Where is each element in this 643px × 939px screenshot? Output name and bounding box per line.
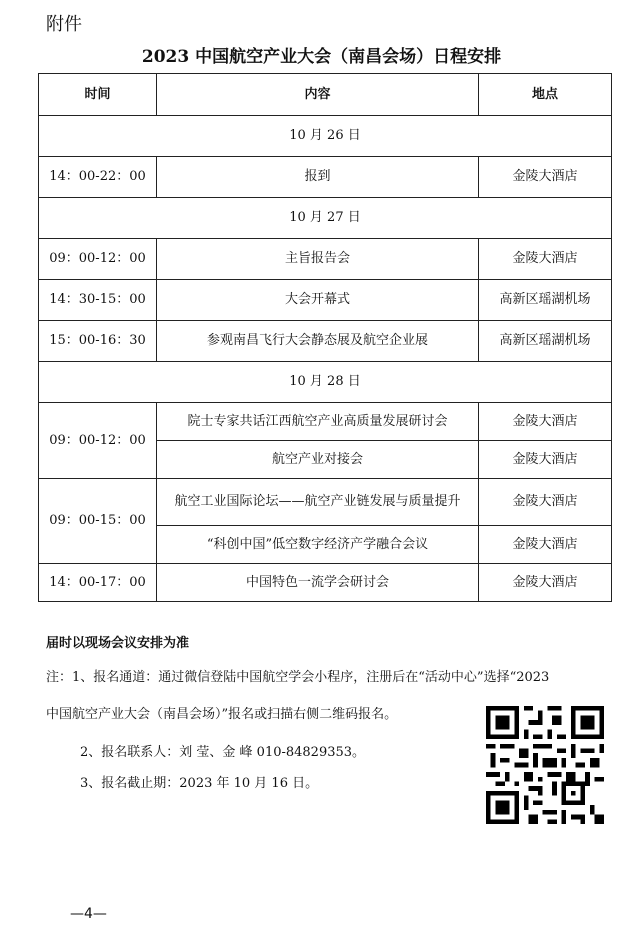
- time-cell: 14：30-15：00: [39, 280, 157, 321]
- content-cell: 航空产业对接会: [157, 441, 479, 479]
- header-content: 内容: [157, 74, 479, 116]
- content-cell: 主旨报告会: [157, 239, 479, 280]
- table-row: [39, 564, 612, 602]
- final-arrangement-note: 届时以现场会议安排为准: [46, 636, 190, 651]
- content-cell: 参观南昌飞行大会静态展及航空企业展: [157, 321, 479, 362]
- place-cell: 金陵大酒店: [479, 441, 612, 479]
- note-line-3: 2、报名联系人：刘 莹、金 峰 010-84829353。: [80, 745, 366, 760]
- note-line-2: 中国航空产业大会（南昌会场）”报名或扫描右侧二维码报名。: [46, 707, 398, 722]
- time-cell: 14：00-17：00: [39, 564, 157, 602]
- note-line-4: 3、报名截止期：2023 年 10 月 16 日。: [80, 776, 319, 791]
- table-header-row: [39, 74, 612, 116]
- place-cell: 金陵大酒店: [479, 157, 612, 198]
- document-title: 2023 中国航空产业大会（南昌会场）日程安排: [141, 47, 502, 67]
- content-cell: 院士专家共话江西航空产业高质量发展研讨会: [157, 403, 479, 441]
- place-cell: 金陵大酒店: [479, 526, 612, 564]
- time-cell: 09：00-12：00: [39, 403, 157, 479]
- time-cell: 15：00-16：30: [39, 321, 157, 362]
- schedule-table: [38, 73, 612, 602]
- content-cell: 中国特色一流学会研讨会: [157, 564, 479, 602]
- content-cell: 大会开幕式: [157, 280, 479, 321]
- date-cell: 10 月 28 日: [39, 362, 612, 403]
- place-cell: 金陵大酒店: [479, 239, 612, 280]
- date-cell: 10 月 27 日: [39, 198, 612, 239]
- date-row: [39, 362, 612, 403]
- table-row: [39, 280, 612, 321]
- table-row: [39, 403, 612, 441]
- time-cell: 09：00-12：00: [39, 239, 157, 280]
- place-cell: 金陵大酒店: [479, 479, 612, 526]
- place-cell: 金陵大酒店: [479, 564, 612, 602]
- note-line-1: 注：1、报名通道：通过微信登陆中国航空学会小程序，注册后在“活动中心”选择“2023: [46, 670, 550, 685]
- time-cell: 09：00-15：00: [39, 479, 157, 564]
- header-place: 地点: [479, 74, 612, 116]
- page-number: —4—: [70, 906, 107, 922]
- table-row: [39, 157, 612, 198]
- place-cell: 金陵大酒店: [479, 403, 612, 441]
- registration-qr-code[interactable]: [486, 706, 604, 824]
- table-row: [39, 479, 612, 526]
- content-cell: “科创中国”低空数字经济产学融合会议: [157, 526, 479, 564]
- table-row: [39, 321, 612, 362]
- place-cell: 高新区瑶湖机场: [479, 321, 612, 362]
- date-row: [39, 198, 612, 239]
- header-time: 时间: [39, 74, 157, 116]
- attachment-label: 附件: [46, 14, 82, 35]
- time-cell: 14：00-22：00: [39, 157, 157, 198]
- date-cell: 10 月 26 日: [39, 116, 612, 157]
- content-cell: 报到: [157, 157, 479, 198]
- content-cell: 航空工业国际论坛——航空产业链发展与质量提升: [157, 479, 479, 526]
- table-row: [39, 239, 612, 280]
- date-row: [39, 116, 612, 157]
- place-cell: 高新区瑶湖机场: [479, 280, 612, 321]
